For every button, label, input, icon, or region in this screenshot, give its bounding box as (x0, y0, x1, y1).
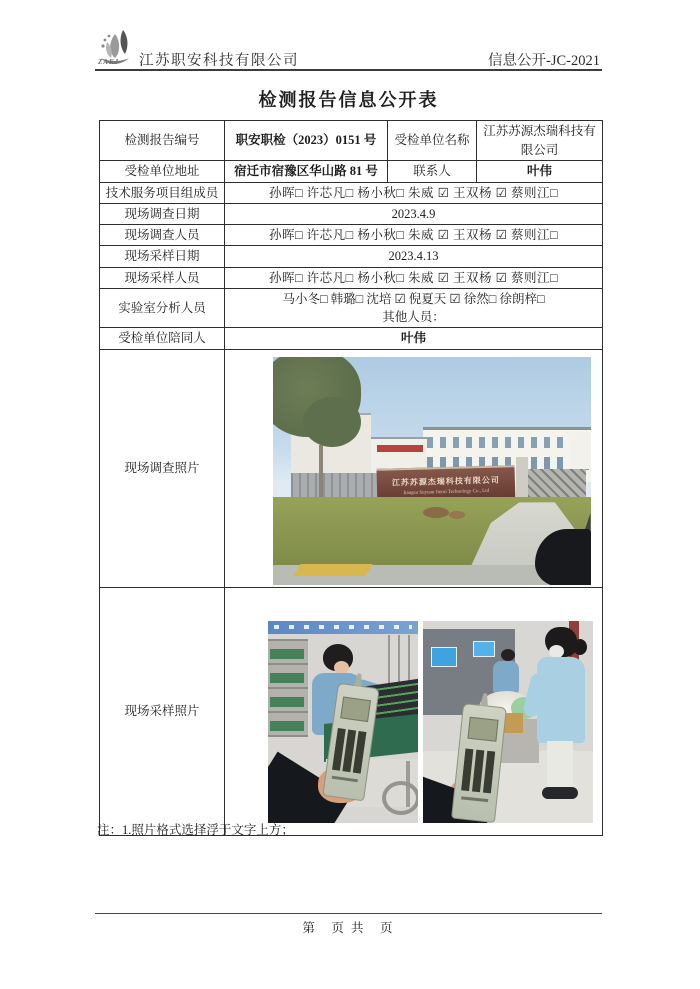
meter-label (332, 776, 358, 783)
background-worker-hair (501, 649, 515, 661)
table-row (100, 267, 603, 288)
table-row (100, 204, 603, 225)
rock (423, 507, 449, 518)
tree-trunk (319, 445, 323, 497)
report-no-label: 检测报告编号 (100, 121, 225, 161)
meter-lcd (468, 717, 499, 742)
woman-hair-bun (573, 639, 587, 655)
meter-label (461, 796, 488, 802)
sign-text-en: Jiangsu Suyuan Jierui Technology Co., Ltd (402, 488, 489, 496)
survey-staff-label: 现场调查人员 (100, 225, 225, 246)
page-number: 第 页 共 页 (302, 921, 395, 935)
survey-staff-checkboxes: 孙晖□ 许芯凡□ 杨小秋□ 朱威 ☑ 王双杨 ☑ 蔡则江□ (225, 225, 603, 246)
footnote: 注：1.照片格式选择浮于文字上方； (97, 823, 294, 837)
meter-buttons (332, 728, 367, 774)
table-row (100, 121, 603, 161)
sampling-date-label: 现场采样日期 (100, 246, 225, 267)
woman-face-mask (549, 645, 564, 658)
sampling-photo-right (423, 621, 593, 823)
sampling-date-value: 2023.4.13 (225, 246, 603, 267)
client-name-label: 受检单位名称 (388, 121, 477, 161)
report-table (99, 120, 603, 836)
far-right-building (569, 433, 591, 469)
fence (291, 473, 379, 499)
footer-divider (95, 913, 602, 914)
client-addr-label: 受检单位地址 (100, 161, 225, 183)
sampling-photo-left (268, 621, 418, 823)
red-banner (377, 445, 423, 452)
tech-team-checkboxes: 孙晖□ 许芯凡□ 杨小秋□ 朱威 ☑ 王双杨 ☑ 蔡则江□ (225, 183, 603, 204)
table-row (100, 288, 603, 327)
table-row (100, 161, 603, 183)
survey-photo-label: 现场调查照片 (100, 349, 225, 587)
white-pants (547, 741, 573, 789)
table-row (100, 225, 603, 246)
worker-face (334, 661, 349, 674)
tree-canopy (303, 397, 361, 447)
table-row (100, 587, 603, 835)
survey-date-label: 现场调查日期 (100, 204, 225, 225)
escort-label: 受检单位陪同人 (100, 327, 225, 349)
stool-ring (382, 781, 418, 815)
sampling-staff-label: 现场采样人员 (100, 267, 225, 288)
escort-value: 叶伟 (225, 327, 603, 349)
lab-staff-other: 其他人员： (382, 309, 445, 324)
client-addr-value: 宿迁市宿豫区华山路 81 号 (225, 161, 388, 183)
contact-value: 叶伟 (477, 161, 603, 183)
table-row (100, 349, 603, 587)
green-bins (270, 645, 304, 731)
window-row (427, 437, 589, 448)
banner-text-dashes (274, 625, 412, 629)
lab-staff-cell (225, 288, 603, 327)
survey-photo (273, 357, 591, 585)
rock (449, 511, 465, 519)
page-title: 检测报告信息公开表 (258, 90, 439, 110)
sampling-staff-checkboxes: 孙晖□ 许芯凡□ 杨小秋□ 朱威 ☑ 王双杨 ☑ 蔡则江□ (225, 267, 603, 288)
document-code: 信息公开-JC-2021 (488, 53, 600, 69)
tech-team-label: 技术服务项目组成员 (100, 183, 225, 204)
table-row (100, 183, 603, 204)
lab-staff-checkboxes: 马小冬□ 韩璐□ 沈培 ☑ 倪夏天 ☑ 徐然□ 徐朗梓□ (282, 291, 545, 306)
meter-lcd (340, 696, 371, 722)
table-row (100, 246, 603, 267)
sign-text-cn: 江苏苏源杰瑞科技有限公司 (391, 475, 500, 488)
machine-screen (473, 641, 495, 657)
survey-date-value: 2023.4.9 (225, 204, 603, 225)
dark-shoes (542, 787, 578, 799)
tactile-paving (293, 564, 372, 576)
machine-screen (431, 647, 457, 667)
table-row (100, 327, 603, 349)
lab-coat (537, 657, 585, 743)
client-name-value: 江苏苏源杰瑞科技有限公司 (477, 121, 603, 161)
report-no-value: 职安职检（2023）0151 号 (225, 121, 388, 161)
sampling-photo-label: 现场采样照片 (100, 587, 225, 835)
company-name: 江苏职安科技有限公司 (139, 53, 299, 69)
sampling-photo-cell (225, 587, 603, 835)
contact-label: 联系人 (388, 161, 477, 183)
meter-buttons (461, 748, 495, 793)
survey-photo-cell (225, 349, 603, 587)
lab-staff-label: 实验室分析人员 (100, 288, 225, 327)
header-divider (95, 69, 602, 71)
logo-text: ZAKJ (98, 58, 120, 66)
